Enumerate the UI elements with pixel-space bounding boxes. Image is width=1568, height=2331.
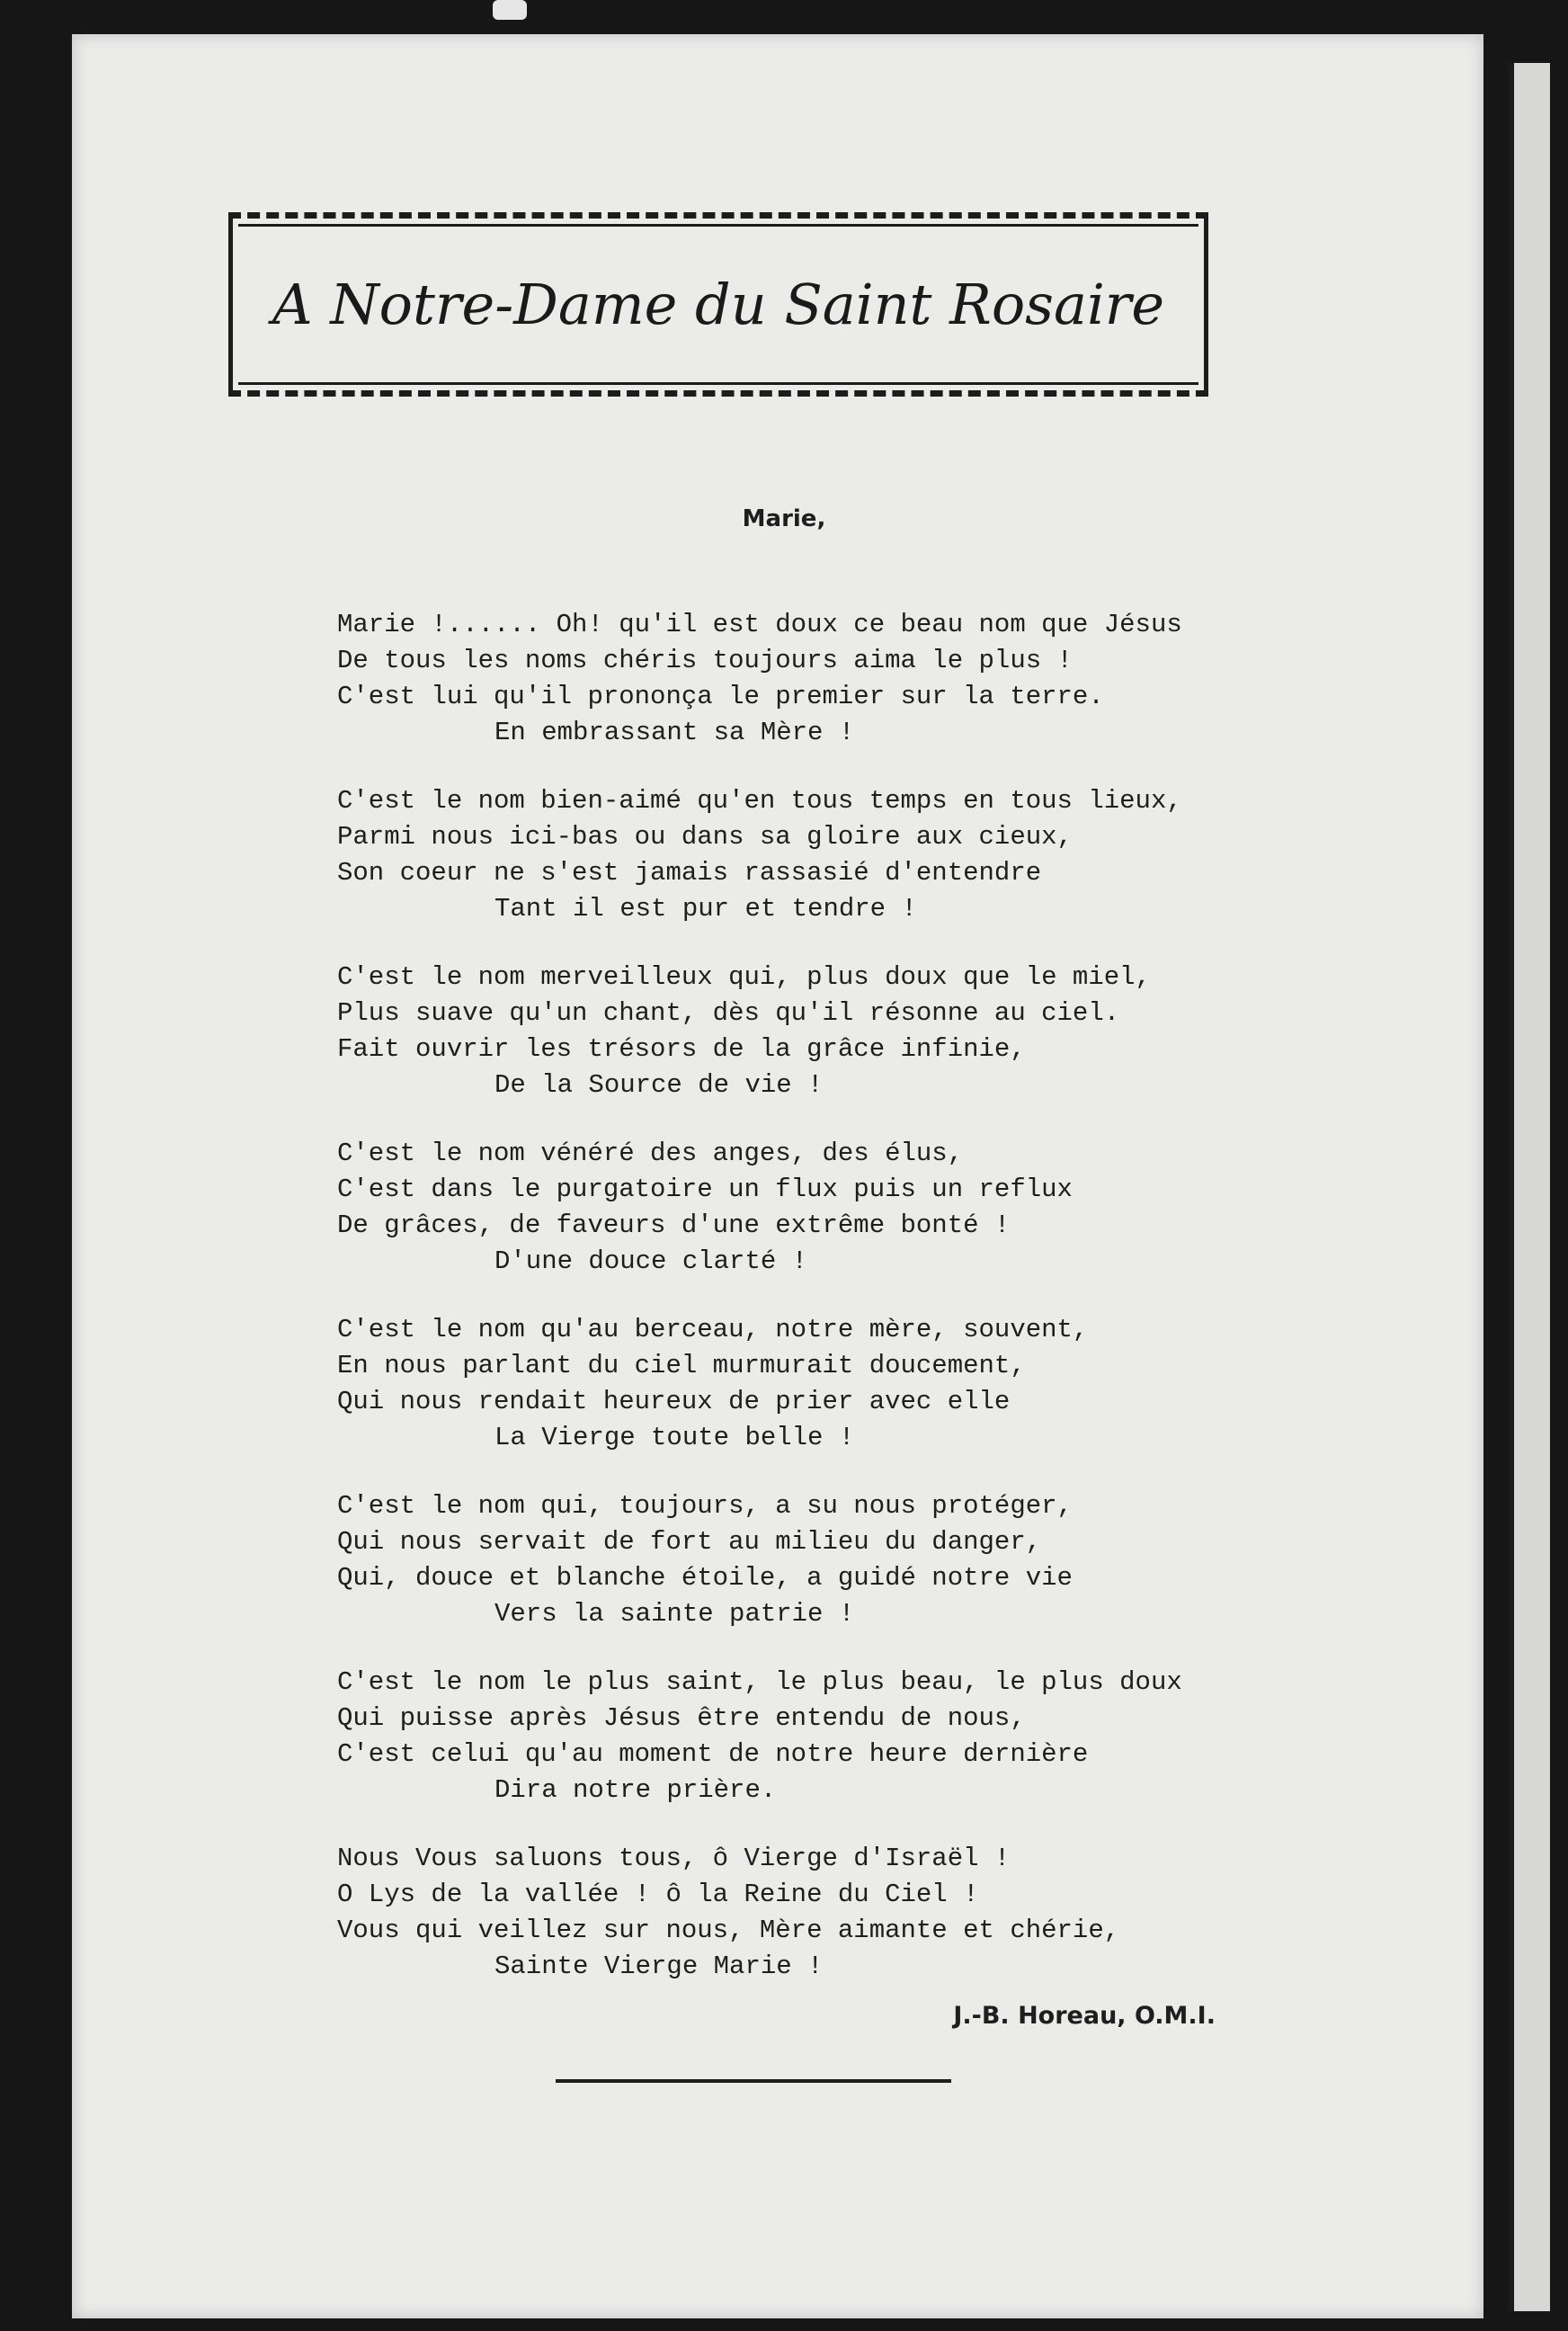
poem	[337, 607, 1200, 2017]
poem-line: Nous Vous saluons tous, ô Vierge d'Israël !	[337, 1844, 1011, 1873]
poem-line: Qui puisse après Jésus être entendu de nous,	[337, 1703, 1026, 1733]
poem-line: C'est lui qu'il prononça le premier sur la terre.	[337, 682, 1104, 711]
poem-line: Marie !...... Oh! qu'il est doux ce beau nom que Jésus	[337, 610, 1182, 639]
poem-line: Plus suave qu'un chant, dès qu'il résonne au ciel.	[337, 998, 1120, 1028]
poem-line: C'est le nom le plus saint, le plus beau, le plus doux	[337, 1667, 1182, 1697]
poem-line: C'est celui qu'au moment de notre heure dernière	[337, 1739, 1089, 1769]
poem-line: Qui nous rendait heureux de prier avec elle	[337, 1387, 1011, 1416]
stanza	[337, 1665, 1200, 1809]
page-title: A Notre-Dame du Saint Rosaire	[272, 272, 1165, 337]
poem-line: Vous qui veillez sur nous, Mère aimante et chérie,	[337, 1916, 1120, 1945]
stanza	[337, 1312, 1200, 1456]
poem-line: En nous parlant du ciel murmurait doucement,	[337, 1351, 1026, 1380]
poem-refrain-line: Vers la sainte patrie !	[494, 1599, 855, 1629]
title-frame	[228, 212, 1208, 397]
stanza	[337, 783, 1200, 927]
poem-line: Son coeur ne s'est jamais rassasié d'entendre	[337, 858, 1042, 888]
poem-line: Qui nous servait de fort au milieu du danger,	[337, 1527, 1042, 1557]
salutation: Marie,	[742, 505, 826, 532]
divider-rule	[556, 2079, 951, 2083]
facing-page-edge	[1509, 63, 1550, 2311]
poem-refrain-line: En embrassant sa Mère !	[494, 718, 855, 747]
stanza	[337, 1841, 1200, 1985]
poem-refrain-line: Tant il est pur et tendre !	[494, 894, 917, 924]
poem-refrain-line: De la Source de vie !	[494, 1070, 824, 1100]
stanza	[337, 1136, 1200, 1280]
poem-line: C'est le nom qui, toujours, a su nous protéger,	[337, 1491, 1073, 1521]
poem-line: Parmi nous ici-bas ou dans sa gloire aux cieux,	[337, 822, 1073, 852]
stanza	[337, 607, 1200, 751]
poem-line: C'est le nom merveilleux qui, plus doux que le miel,	[337, 962, 1151, 992]
poem-line: O Lys de la vallée ! ô la Reine du Ciel !	[337, 1880, 979, 1909]
poem-refrain-line: D'une douce clarté !	[494, 1246, 808, 1276]
poem-line: C'est le nom bien-aimé qu'en tous temps en tous lieux,	[337, 786, 1182, 816]
poem-line: De tous les noms chéris toujours aima le plus !	[337, 646, 1073, 675]
scan-artifact	[493, 0, 527, 20]
poem-line: Fait ouvrir les trésors de la grâce infinie,	[337, 1034, 1026, 1064]
poem-line: Qui, douce et blanche étoile, a guidé notre vie	[337, 1563, 1073, 1593]
poem-line: De grâces, de faveurs d'une extrême bonté !	[337, 1210, 1011, 1240]
stanza	[337, 960, 1200, 1103]
poem-line: C'est le nom qu'au berceau, notre mère, souvent,	[337, 1315, 1089, 1344]
poem-line: C'est dans le purgatoire un flux puis un reflux	[337, 1174, 1073, 1204]
poem-refrain-line: Sainte Vierge Marie !	[494, 1951, 824, 1981]
poem-refrain-line: La Vierge toute belle !	[494, 1423, 855, 1452]
poem-line: C'est le nom vénéré des anges, des élus,	[337, 1139, 964, 1168]
stanza	[337, 1488, 1200, 1632]
poem-refrain-line: Dira notre prière.	[494, 1775, 777, 1805]
author-signature: J.-B. Horeau, O.M.I.	[953, 2002, 1216, 2030]
